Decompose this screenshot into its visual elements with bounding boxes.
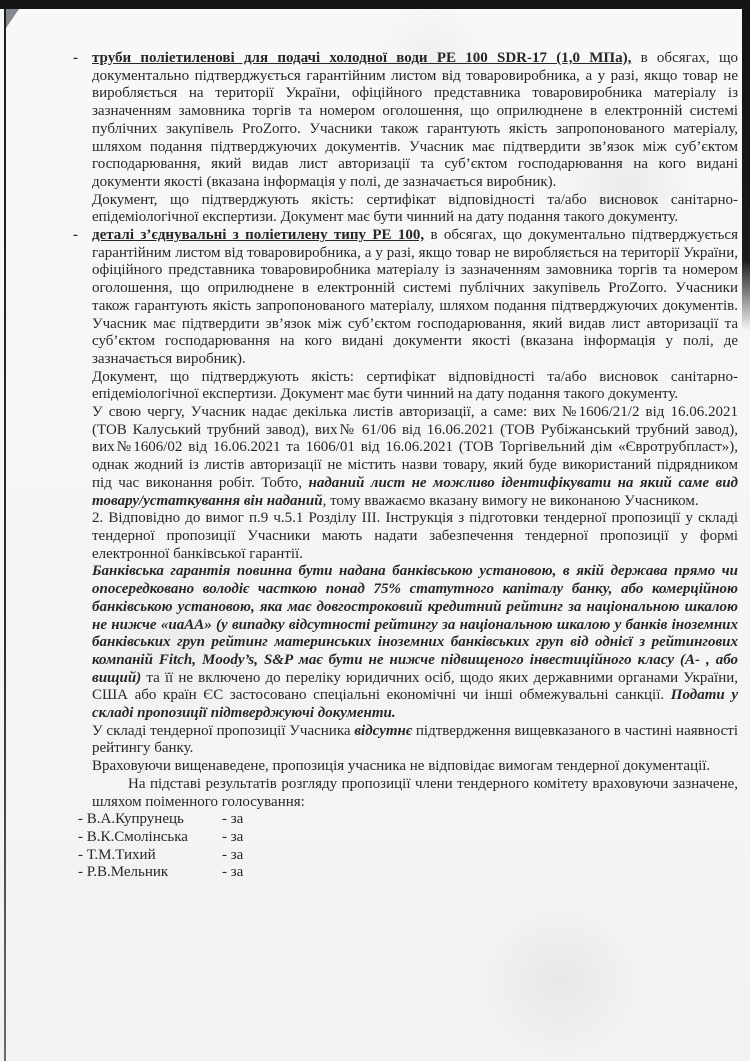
vote-value: - за xyxy=(222,811,244,828)
authorization-text-start: У свою чергу, Учасник надає декілька листів авторизації, а саме: вих №1606/21/2 від 16.06.2021 (ТОВ Калуський трубний завод), вих№ 61/06 від 16.06.2021 (ТОВ Рубіжанський трубний завод), вих№1606/02 від 16.06.2021 та 1606/01 від 16.06.2021 (ТОВ Торгівельний дім «Євротрубпласт»), однак жодний із листів авторизації не містить назви товару, який буде використаний підрядником під час виконання робіт. Тобто, xyxy=(92,404,738,491)
paragraph-bank-guarantee xyxy=(92,563,738,722)
scan-edge-right xyxy=(742,9,750,331)
voter-name: - В.К.Смолінська xyxy=(78,828,188,845)
bullet-item-pipes xyxy=(73,50,738,192)
vote-row xyxy=(78,864,738,882)
bullet-fittings-body: в обсягах, що документально підтверджується гарантійним листом від товаровиробника, а у разі, якщо товар не виробляється на території України, офіційного представника товаровиробника матеріалу із зазначенням замовника торгів та номером оголошення, що оприлюднене в електронній системі публічних закупівель ProZorro. Учасники також гарантують якість запропонованого матеріалу, шляхом подання підтверджуючих документів. Учасник має підтвердити зв’язок між суб’єктом господарювання, який видав лист авторизації та суб’єктом господарювання на кого видані документи якості (вказана інформація у полі, де зазначається виробник). xyxy=(92,227,738,367)
voter-name: - Р.В.Мельник xyxy=(78,864,169,881)
bullet-item-fittings xyxy=(73,227,738,369)
authorization-emphasis: наданий лист не можливо ідентифікувати на який саме вид товару/устаткування він наданий xyxy=(92,474,738,509)
bank-guarantee-emphasis-2: Подати у складі пропозиції підтверджуючі документи. xyxy=(92,687,738,722)
bullet-fittings-lead: деталі з’єднувальні з поліетилену типу РЕ 100, xyxy=(92,227,425,244)
vote-row xyxy=(78,811,738,829)
authorization-text-end: , тому вважаємо вказану вимогу не виконаною Учасником. xyxy=(322,492,699,509)
bullet-dash: - xyxy=(73,227,78,244)
voting-list xyxy=(78,811,738,882)
voter-name: - Т.М.Тихий xyxy=(78,846,156,863)
vote-value: - за xyxy=(222,846,244,863)
bullet-pipes-body: в обсягах, що документально підтверджується гарантійним листом від товаровиробника, а у разі, якщо товар не виробляється на території України, офіційного представника товаровиробника матеріалу із зазначенням замовника торгів та номером оголошення, що оприлюднене в електронній системі публічних закупівель ProZorro. Учасники також гарантують якість запропонованого матеріалу, шляхом подання підтверджуючих документів. Учасник має підтвердити зв’язок між суб’єктом господарювання, який видав лист авторизації та суб’єктом господарювання на кого видані документи якості (вказана інформація у полі, де зазначається виробник). xyxy=(92,50,738,190)
voter-name: - В.А.Купрунець xyxy=(78,811,184,828)
vote-row xyxy=(78,847,738,865)
absence-text-end: підтвердження вищевказаного в частині наявності рейтингу банку. xyxy=(92,722,738,757)
bullet-pipes-lead: труби поліетиленові для подачі холодної води РЕ 100 SDR-17 (1,0 МПа), xyxy=(92,50,632,66)
absence-text-start: У складі тендерної пропозиції Учасника xyxy=(92,722,355,739)
paragraph-voting-intro: На підставі результатів розгляду пропозиції члени тендерного комітету враховуючи зазначене, шляхом поіменного голосування: xyxy=(92,775,738,810)
paragraph-clause-2: 2. Відповідно до вимог п.9 ч.5.1 Розділу ІІІ. Інструкція з підготовки тендерної пропозиції у складі тендерної пропозиції Учасники мають надати забезпечення тендерної пропозиції у формі електронної банківської гарантії. xyxy=(92,510,738,562)
paragraph-absence xyxy=(92,723,738,758)
document-body xyxy=(73,50,738,882)
scan-edge-left xyxy=(4,9,6,1061)
bank-guarantee-emphasis-1: Банківська гарантія повинна бути надана банківською установою, в якій держава прямо чи опосередковано володіє часткою понад 75% статутного капіталу банку, або комерційною банківською установою, яка має довгостроковий кредитний рейтинг за національною шкалою не нижче «иаАА» (у випадку відсутності рейтингу за національною шкалою у банків іноземних банківських груп рейтинг материнських іноземних банківських груп від однієї з рейтингових компаній Fitch, Moody’s, S&P має бути не нижче підвищеного інвестиційного класу (А- , або вищий) xyxy=(92,563,738,686)
paragraph-quality-doc-1: Документ, що підтверджують якість: сертифікат відповідності та/або висновок санітарно-епідеміологічної експертизи. Документ має бути чинний на дату подання такого документу. xyxy=(92,191,738,226)
vote-value: - за xyxy=(222,828,244,845)
paragraph-conclusion: Враховуючи вищенаведене, пропозиція учасника не відповідає вимогам тендерної документації. xyxy=(92,758,711,775)
absence-emphasis: відсутнє xyxy=(354,722,413,739)
paragraph-quality-doc-2: Документ, що підтверджують якість: сертифікат відповідності та/або висновок санітарно-епідеміологічної експертизи. Документ має бути чинний на дату подання такого документу. xyxy=(92,368,738,403)
bullet-dash: - xyxy=(73,50,78,66)
page-corner-fold-mark xyxy=(6,9,19,28)
paragraph-authorization-letters xyxy=(92,404,738,510)
vote-row xyxy=(78,829,738,847)
bank-guarantee-normal: та її не включено до переліку юридичних осіб, щодо яких державними органами України, США або країн ЄС застосовано спеціальні економічні чи інші обмежувальні санкції. xyxy=(92,669,738,704)
scan-edge-top xyxy=(0,0,750,9)
vote-value: - за xyxy=(222,864,244,881)
